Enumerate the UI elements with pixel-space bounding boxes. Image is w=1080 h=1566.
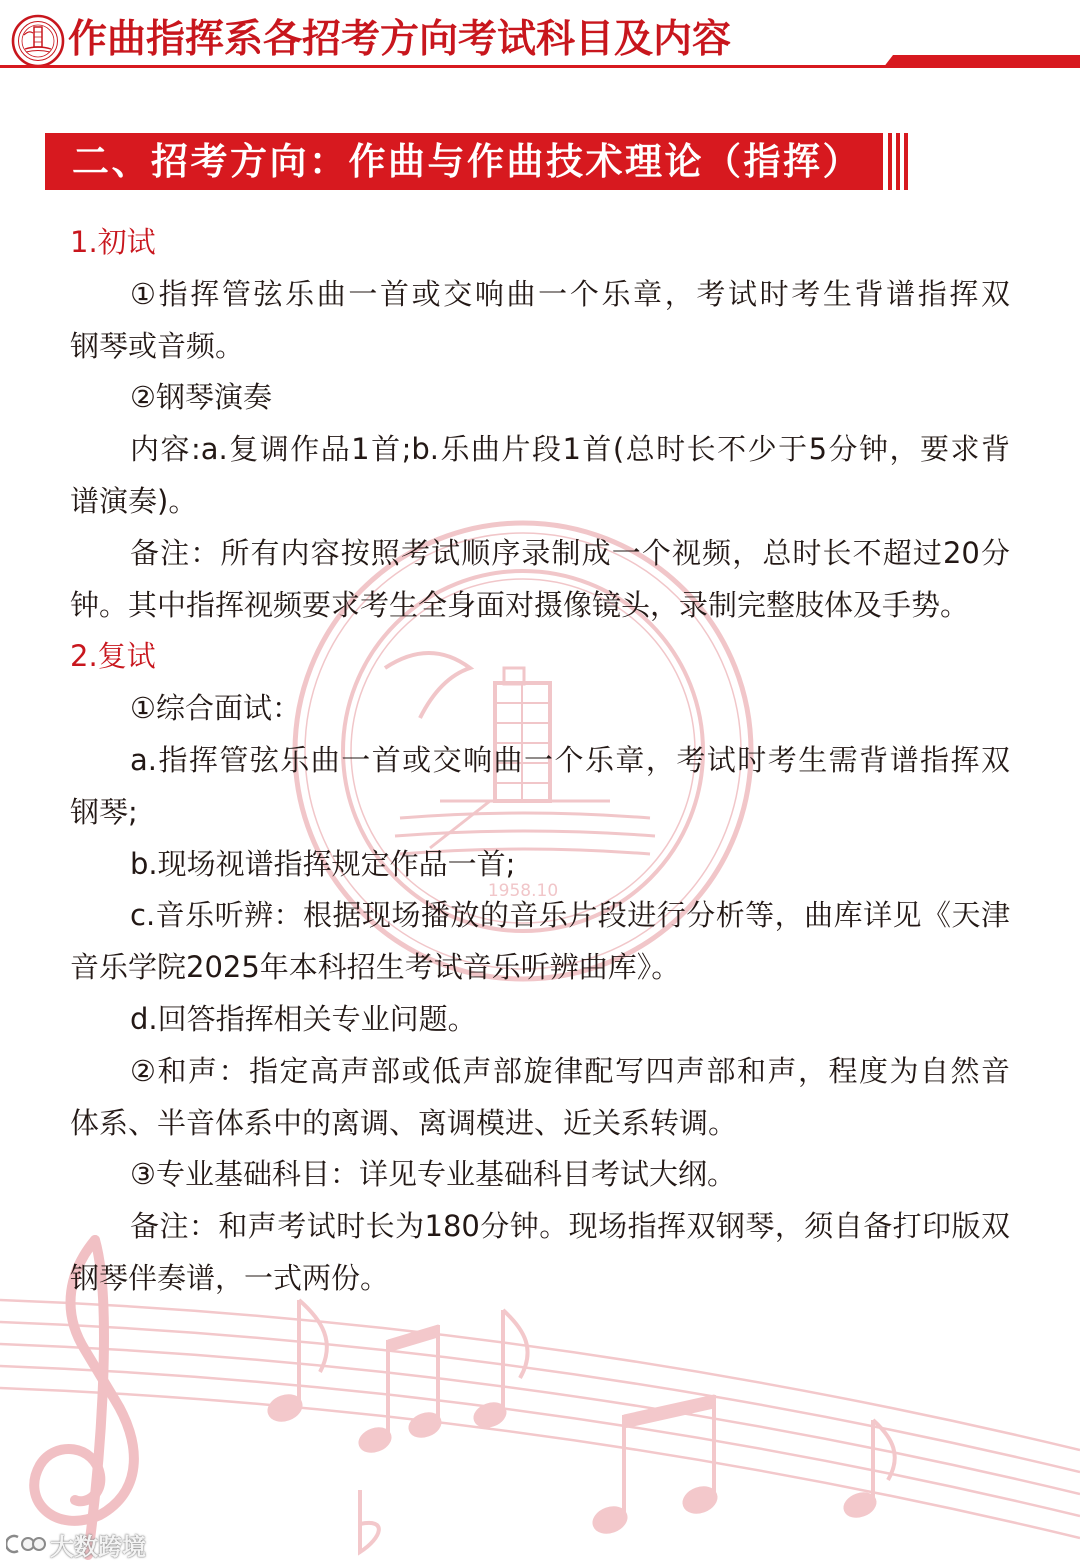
paragraph [70, 994, 1010, 1046]
text-line: 音乐学院2025年本科招生考试音乐听辨曲库》。 [70, 950, 681, 985]
paragraph [70, 1201, 1010, 1305]
banner-stripe [888, 133, 892, 190]
banner-stripe [904, 133, 908, 190]
text-line: a.指挥管弦乐曲一首或交响曲一个乐章，考试时考生需背谱指挥双 [130, 742, 1010, 777]
paragraph [70, 683, 1010, 735]
section-title: 二、招考方向：作曲与作曲技术理论（指挥） [72, 140, 862, 183]
section-heading-retest: 2.复试 [70, 639, 156, 674]
section-heading-preliminary: 1.初试 [70, 225, 156, 259]
document-body [70, 217, 1010, 1305]
banner-stripe [896, 133, 900, 190]
brand-watermark-text: 大数跨境 [50, 1532, 146, 1561]
paragraph [70, 839, 1010, 891]
text-line: b.现场视谱指挥规定作品一首; [130, 846, 516, 881]
text-line: 体系、半音体系中的离调、离调模进、近关系转调。 [70, 1105, 738, 1140]
seal-date: 1958.10 [487, 881, 559, 901]
brand-logo-icon [6, 1529, 46, 1559]
text-line: ②和声：指定高声部或低声部旋律配写四声部和声，程度为自然音 [130, 1053, 1010, 1088]
paragraph [70, 269, 1010, 373]
brand-watermark [6, 1526, 146, 1562]
text-line: 钢琴或音频。 [70, 328, 245, 363]
text-line: d.回答指挥相关专业问题。 [130, 1001, 477, 1036]
text-line: 钢琴; [70, 794, 138, 829]
text-line: ③专业基础科目：详见专业基础科目考试大纲。 [130, 1157, 736, 1192]
text-line: 钢琴伴奏谱，一式两份。 [70, 1260, 390, 1295]
text-line: 备注：所有内容按照考试顺序录制成一个视频，总时长不超过20分 [130, 535, 1010, 570]
text-line: 谱演奏)。 [70, 483, 198, 518]
text-line: 内容:a.复调作品1首;b.乐曲片段1首(总时长不少于5分钟，要求背 [130, 432, 1010, 467]
text-line: ①指挥管弦乐曲一首或交响曲一个乐章，考试时考生背谱指挥双 [130, 276, 1010, 311]
section-banner [45, 133, 883, 190]
paragraph [70, 1046, 1010, 1150]
text-line: c.音乐听辨：根据现场播放的音乐片段进行分析等，曲库详见《天津 [130, 898, 1010, 933]
text-line: 备注：和声考试时长为180分钟。现场指挥双钢琴，须自备打印版双 [130, 1209, 1010, 1244]
paragraph [70, 1149, 1010, 1201]
text-line: ①综合面试： [130, 691, 301, 726]
paragraph [70, 528, 1010, 632]
text-line: 钟。其中指挥视频要求考生全身面对摄像镜头，录制完整肢体及手势。 [70, 587, 970, 622]
text-line: ②钢琴演奏 [130, 380, 272, 415]
paragraph [70, 735, 1010, 839]
paragraph [70, 424, 1010, 528]
header-divider [0, 50, 1080, 72]
paragraph [70, 372, 1010, 424]
page-title: 作曲指挥系各招考方向考试科目及内容 [68, 17, 732, 62]
paragraph [70, 890, 1010, 994]
